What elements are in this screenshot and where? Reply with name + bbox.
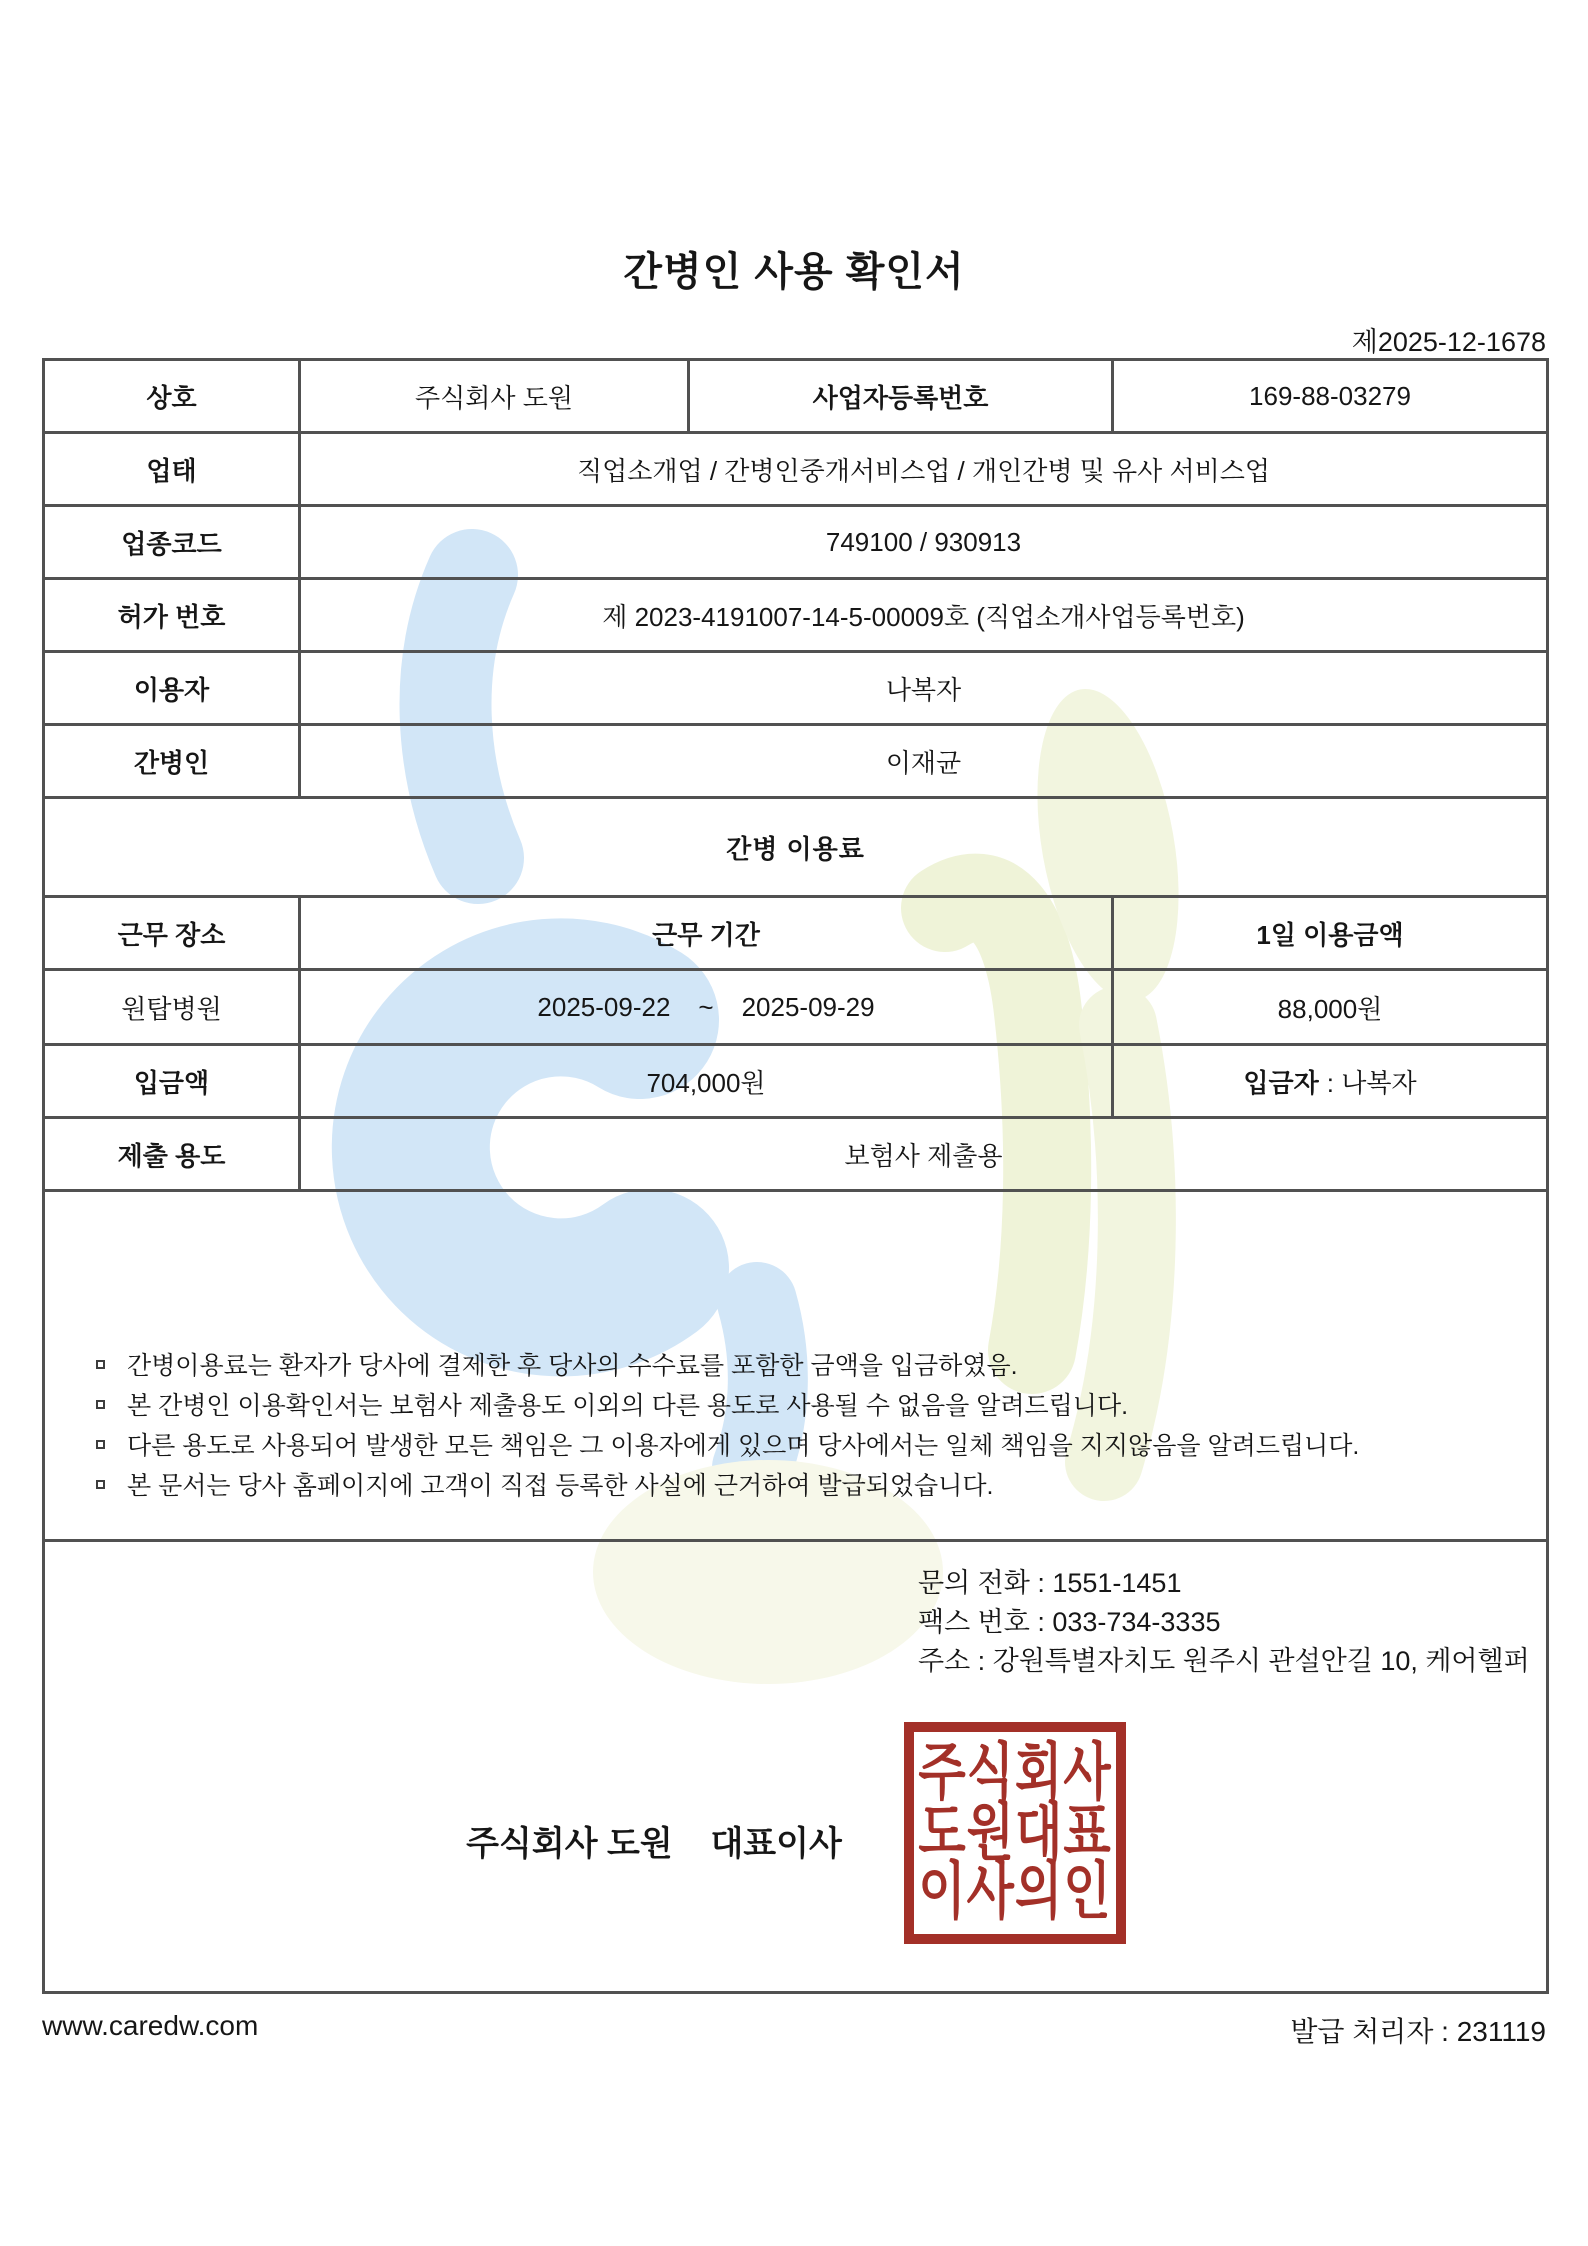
certificate-table: [42, 358, 1549, 1994]
row-deposit: [44, 1045, 1548, 1118]
row-permit: [44, 579, 1548, 652]
contact-fax: 팩스 번호 : 033-734-3335: [918, 1607, 1221, 1637]
row-biz-type: [44, 433, 1548, 506]
row-company-name: [44, 360, 1548, 433]
biz-reg-label: 사업자등록번호: [689, 360, 1113, 433]
footer-website: www.caredw.com: [42, 2010, 259, 2041]
permit-label: 허가 번호: [44, 579, 300, 652]
row-biz-code: [44, 506, 1548, 579]
user-label: 이용자: [44, 652, 300, 725]
notes-block: [51, 1227, 1540, 1504]
notes-cell: [44, 1191, 1548, 1541]
row-purpose: [44, 1118, 1548, 1191]
row-user: [44, 652, 1548, 725]
user-value: 나복자: [300, 652, 1548, 725]
row-notes: [44, 1191, 1548, 1541]
company-name-label: 상호: [44, 360, 300, 433]
permit-value: 제 2023-4191007-14-5-00009호 (직업소개사업등록번호): [300, 579, 1548, 652]
depositor-value: : 나복자: [1326, 1067, 1417, 1098]
seal-text-line: 주식회사: [918, 1738, 1112, 1808]
contact-address: 주소 : 강원특별자치도 원주시 관설안길 10, 케어헬퍼: [918, 1646, 1530, 1676]
note-item: [96, 1344, 1530, 1384]
purpose-value: 보험사 제출용: [300, 1118, 1548, 1191]
caregiver-label: 간병인: [44, 725, 300, 798]
company-name-value: 주식회사 도원: [300, 360, 689, 433]
company-signature-text: 주식회사 도원 대표이사: [466, 1825, 842, 1863]
row-fee-section-title: [44, 798, 1548, 897]
signature-area: [51, 1542, 1540, 1991]
page-title: 간병인 사용 확인서: [623, 250, 965, 294]
work-place-value: 원탑병원: [44, 970, 300, 1045]
note-text: 간병이용료는 환자가 당사에 결제한 후 당사의 수수료를 포함한 금액을 입금하였음.: [127, 1352, 1018, 1380]
deposit-label: 입금액: [44, 1045, 300, 1118]
note-text: 본 문서는 당사 홈페이지에 고객이 직접 등록한 사실에 근거하여 발급되었습니다.: [127, 1472, 994, 1500]
caregiver-value: 이재균: [300, 725, 1548, 798]
row-fee-header: [44, 897, 1548, 970]
daily-fee-value: 88,000원: [1113, 970, 1548, 1045]
seal-text-line: 이사의인: [918, 1857, 1112, 1927]
seal-text-line: 도원대표: [918, 1797, 1112, 1867]
purpose-label: 제출 용도: [44, 1118, 300, 1191]
note-bullet-icon: [96, 1480, 105, 1489]
row-signature: [44, 1541, 1548, 1993]
note-item: [96, 1424, 1530, 1464]
company-seal-stamp: [904, 1722, 1126, 1944]
note-text: 다른 용도로 사용되어 발생한 모든 책임은 그 이용자에게 있으며 당사에서는 일체 책임을 지지않음을 알려드립니다.: [127, 1432, 1360, 1460]
row-fee-values: [44, 970, 1548, 1045]
biz-reg-value: 169-88-03279: [1113, 360, 1548, 433]
depositor-cell: [1113, 1045, 1548, 1118]
document-number: 제2025-12-1678: [1351, 327, 1546, 357]
footer-issuer: 발급 처리자 : 231119: [1290, 2016, 1546, 2047]
work-place-label: 근무 장소: [44, 897, 300, 970]
period-end: 2025-09-29: [741, 991, 875, 1022]
note-bullet-icon: [96, 1400, 105, 1409]
note-text: 본 간병인 이용확인서는 보험사 제출용도 이외의 다른 용도로 사용될 수 없음을 알려드립니다.: [127, 1392, 1129, 1420]
depositor-label: 입금자: [1243, 1067, 1319, 1098]
note-bullet-icon: [96, 1360, 105, 1369]
row-caregiver: [44, 725, 1548, 798]
contact-block: [918, 1564, 1530, 1681]
page-footer: [42, 2010, 1546, 2050]
note-item: [96, 1464, 1530, 1504]
biz-type-label: 업태: [44, 433, 300, 506]
signature-cell: [44, 1541, 1548, 1993]
period-separator: ~: [698, 991, 714, 1022]
contact-phone: 문의 전화 : 1551-1451: [918, 1568, 1182, 1598]
work-period-value: [300, 970, 1113, 1045]
biz-code-value: 749100 / 930913: [300, 506, 1548, 579]
period-start: 2025-09-22: [537, 991, 671, 1022]
fee-section-title: 간병 이용료: [44, 798, 1548, 897]
deposit-value: 704,000원: [300, 1045, 1113, 1118]
biz-type-value: 직업소개업 / 간병인중개서비스업 / 개인간병 및 유사 서비스업: [300, 433, 1548, 506]
daily-fee-label: 1일 이용금액: [1113, 897, 1548, 970]
note-bullet-icon: [96, 1440, 105, 1449]
note-item: [96, 1384, 1530, 1424]
work-period-label: 근무 기간: [300, 897, 1113, 970]
biz-code-label: 업종코드: [44, 506, 300, 579]
